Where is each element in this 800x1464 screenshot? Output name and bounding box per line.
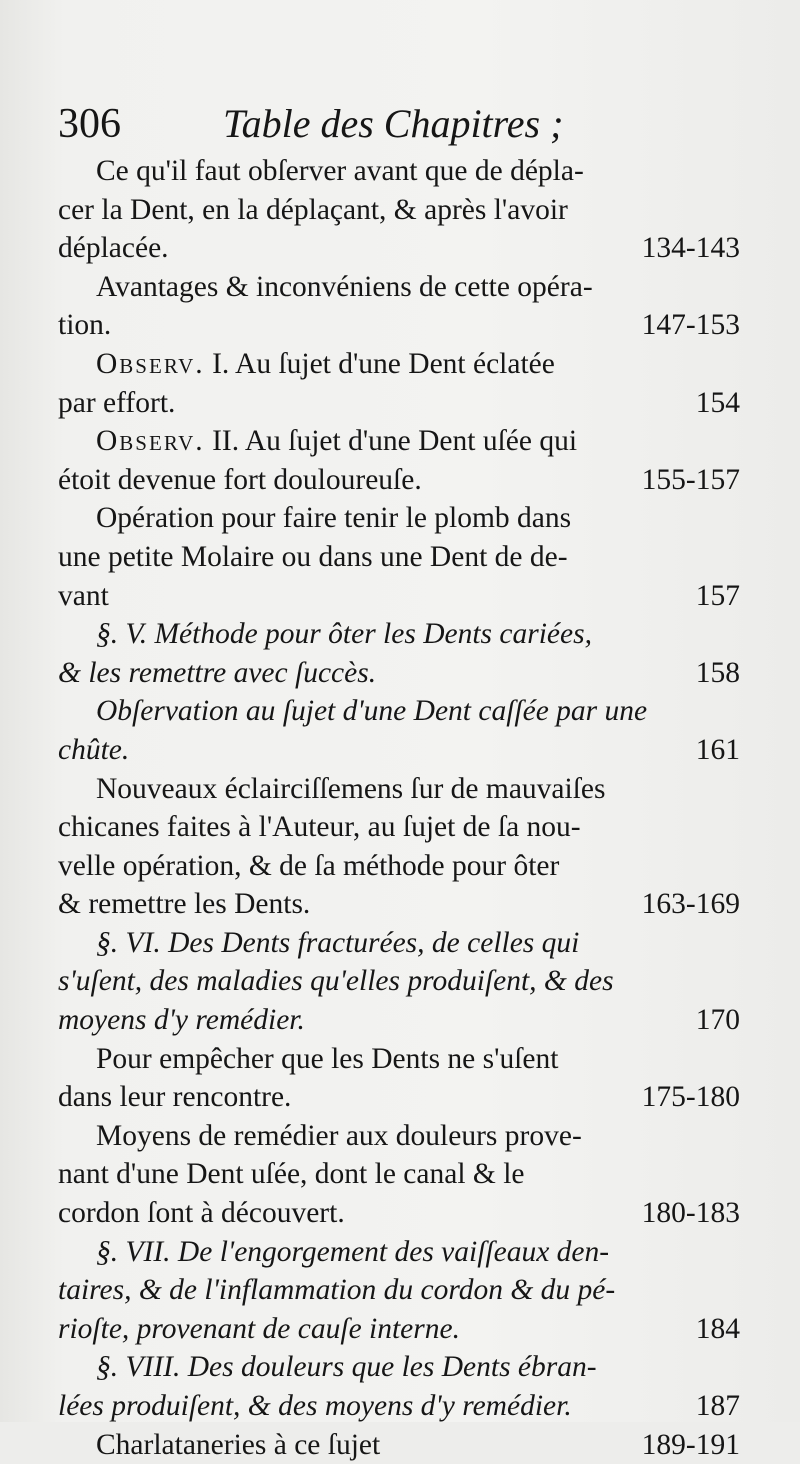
entry-line: [58, 1040, 740, 1079]
entry-text: moyens d'y remédier.: [58, 1004, 305, 1037]
entry-line: [58, 384, 740, 423]
toc-entry: [58, 499, 740, 615]
entry-line: [58, 422, 740, 461]
toc-entry: [58, 152, 740, 268]
observation-label: Observ.: [96, 425, 205, 458]
entry-line: [58, 345, 740, 384]
entry-line: [58, 962, 740, 1001]
entry-text: rioſte, provenant de cauſe interne.: [58, 1312, 460, 1345]
entry-line: [58, 731, 740, 770]
entry-text: §. VI. Des Dents fracturées, de celles qui: [96, 926, 580, 959]
page-range: 170: [695, 1004, 740, 1037]
entry-text: Observ. II. Au ſujet d'une Dent uſée qui: [96, 425, 578, 458]
entry-text: une petite Molaire ou dans une Dent de de-: [58, 540, 568, 573]
entry-text: dans leur rencontre.: [58, 1081, 292, 1114]
entry-text: Moyens de remédier aux douleurs prove-: [96, 1119, 582, 1152]
page-range: 157: [695, 579, 740, 612]
page-range: 189-191: [641, 1428, 740, 1461]
entry-line: [58, 499, 740, 538]
entry-line: [58, 1348, 740, 1387]
entry-text: cer la Dent, en la déplaçant, & après l'avoir: [58, 193, 568, 226]
entry-line: [58, 1194, 740, 1233]
toc-entry: [58, 770, 740, 924]
entry-line: [58, 885, 740, 924]
toc-entry: [58, 422, 740, 499]
entry-line: [58, 1310, 740, 1349]
entry-line: [58, 847, 740, 886]
toc-entry: [58, 1040, 740, 1117]
entry-line: [58, 461, 740, 500]
entry-line: [58, 1271, 740, 1310]
entry-line: [58, 770, 740, 809]
toc-entry: [58, 268, 740, 345]
page-header: [58, 100, 738, 156]
entry-text: Pour empêcher que les Dents ne s'uſent: [96, 1042, 559, 1075]
entry-line: [58, 1426, 740, 1464]
entry-line: [58, 306, 740, 345]
entry-line: [58, 268, 740, 307]
toc-entry: [58, 924, 740, 1040]
page-range: 154: [695, 386, 740, 419]
entry-text: velle opération, & de ſa méthode pour ôter: [58, 849, 560, 882]
entry-line: [58, 538, 740, 577]
entry-line: [58, 654, 740, 693]
page-number: 306: [58, 101, 121, 147]
entry-line: [58, 577, 740, 616]
entry-line: [58, 229, 740, 268]
page-range: 147-153: [641, 309, 740, 342]
page-range: 163-169: [641, 888, 740, 921]
entry-text: Opération pour faire tenir le plomb dans: [96, 502, 572, 535]
toc-entry: [58, 692, 740, 769]
toc-entry: [58, 1348, 740, 1425]
entry-text: déplacée.: [58, 232, 169, 265]
table-of-contents: [58, 152, 740, 1464]
entry-line: [58, 1001, 740, 1040]
page-range: 155-157: [641, 463, 740, 496]
running-title: Table des Chapitres ;: [223, 101, 564, 146]
entry-line: [58, 692, 740, 731]
page-range: 187: [695, 1390, 740, 1422]
entry-text: Ce qu'il faut obſerver avant que de dépla-: [96, 155, 584, 187]
entry-text: §. V. Méthode pour ôter les Dents cariées,: [96, 618, 592, 651]
entry-text: Avantages & inconvéniens de cette opéra-: [96, 270, 593, 303]
entry-line: [58, 1078, 740, 1117]
entry-text: nant d'une Dent uſée, dont le canal & le: [58, 1158, 525, 1191]
entry-text: s'uſent, des maladies qu'elles produiſent, & des: [58, 965, 614, 998]
entry-line: [58, 924, 740, 963]
entry-text: taires, & de l'inflammation du cordon & du pé-: [58, 1274, 616, 1307]
entry-line: [58, 1117, 740, 1156]
entry-line: [58, 808, 740, 847]
entry-text: lées produiſent, & des moyens d'y remédier.: [58, 1390, 572, 1422]
page-range: 158: [695, 656, 740, 689]
entry-text: Obſervation au ſujet d'une Dent caſſée par une: [96, 695, 648, 728]
entry-text: & les remettre avec ſuccès.: [58, 656, 377, 689]
entry-text: & remettre les Dents.: [58, 888, 311, 921]
entry-line: [58, 1387, 740, 1426]
toc-entry: [58, 1426, 740, 1464]
entry-text: §. VII. De l'engorgement des vaiſſeaux den-: [96, 1235, 610, 1268]
entry-text: chicanes faites à l'Auteur, au ſujet de ſa nou-: [58, 811, 581, 844]
page-range: 180-183: [641, 1197, 740, 1230]
entry-text: étoit devenue fort douloureuſe.: [58, 463, 422, 496]
page-range: 184: [695, 1312, 740, 1345]
page-range: 161: [695, 733, 740, 766]
entry-text: §. VIII. Des douleurs que les Dents ébran-: [96, 1351, 597, 1384]
entry-line: [58, 1155, 740, 1194]
entry-text: cordon ſont à découvert.: [58, 1197, 345, 1230]
page-range: 134-143: [641, 232, 740, 265]
toc-entry: [58, 615, 740, 692]
entry-text: Observ. I. Au ſujet d'une Dent éclatée: [96, 347, 555, 380]
entry-line: [58, 191, 740, 230]
entry-line: [58, 1233, 740, 1272]
entry-text: par effort.: [58, 386, 176, 419]
page-range: 175-180: [641, 1081, 740, 1114]
entry-text: tion.: [58, 309, 112, 342]
toc-entry: [58, 345, 740, 422]
entry-text: Charlataneries à ce ſujet: [96, 1428, 381, 1461]
entry-text: chûte.: [58, 733, 130, 766]
entry-line: [58, 152, 740, 191]
toc-entry: [58, 1233, 740, 1349]
observation-label: Observ.: [96, 347, 205, 380]
entry-text: Nouveaux éclairciſſemens ſur de mauvaiſes: [96, 772, 606, 805]
entry-text: vant: [58, 579, 109, 612]
entry-line: [58, 615, 740, 654]
toc-entry: [58, 1117, 740, 1233]
